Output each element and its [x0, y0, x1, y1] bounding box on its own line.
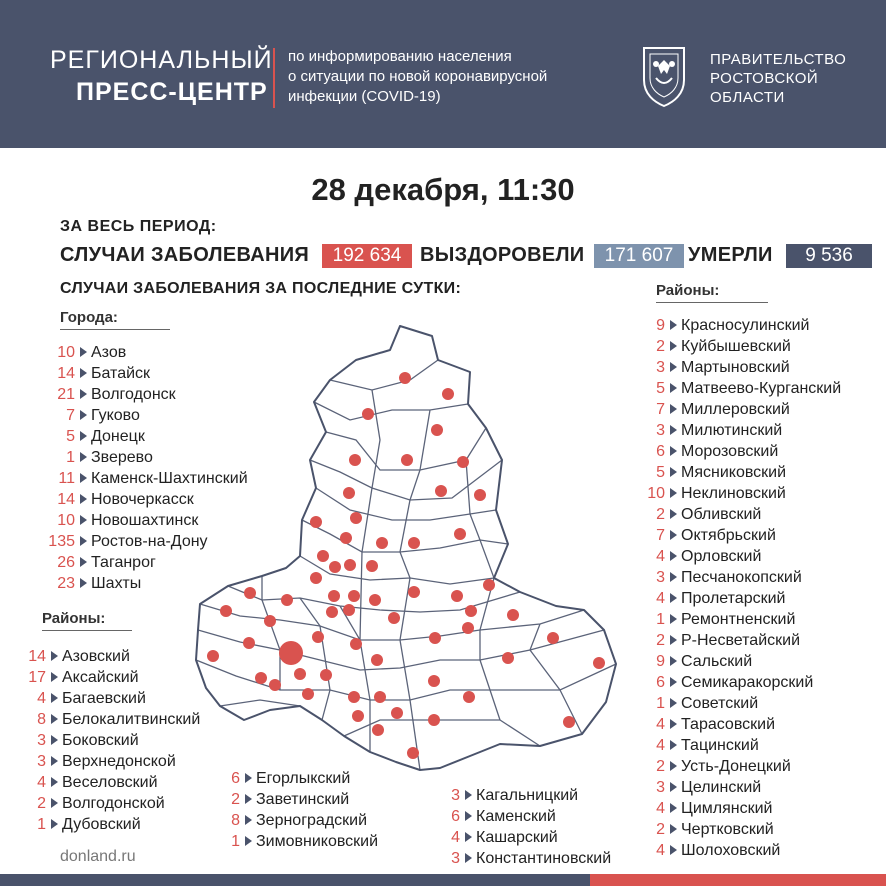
case-count: 3 [451, 787, 460, 804]
case-count: 3 [656, 422, 665, 439]
locality-name: Мясниковский [681, 464, 787, 481]
case-count: 2 [37, 795, 46, 812]
locality-name: Заветинский [256, 791, 350, 808]
locality-name: Кашарский [476, 829, 558, 846]
locality-name: Ремонтненский [681, 611, 796, 628]
arrow-right-icon [670, 551, 677, 561]
locality-name: Орловский [681, 548, 762, 565]
arrow-right-icon [80, 347, 87, 357]
arrow-right-icon [465, 832, 472, 842]
case-count: 6 [231, 770, 240, 787]
locality-name: Тарасовский [681, 716, 776, 733]
arrow-right-icon [80, 494, 87, 504]
case-count: 14 [28, 648, 46, 665]
arrow-right-icon [51, 714, 58, 724]
districts-left-title-underline [42, 630, 132, 631]
locality-name: Куйбышевский [681, 338, 791, 355]
case-count: 26 [57, 554, 75, 571]
locality-name: Донецк [91, 428, 145, 445]
locality-name: Неклиновский [681, 485, 786, 502]
locality-name: Мартыновский [681, 359, 790, 376]
arrow-right-icon [51, 672, 58, 682]
case-count: 14 [57, 491, 75, 508]
case-count: 10 [647, 485, 665, 502]
arrow-right-icon [51, 735, 58, 745]
case-count: 2 [656, 821, 665, 838]
case-count: 1 [656, 611, 665, 628]
arrow-right-icon [465, 790, 472, 800]
gov-line1: ПРАВИТЕЛЬСТВО [710, 51, 847, 68]
locality-name: Чертковский [681, 821, 774, 838]
arrow-right-icon [80, 431, 87, 441]
locality-name: Каменский [476, 808, 556, 825]
case-count: 1 [656, 695, 665, 712]
arrow-right-icon [670, 845, 677, 855]
arrow-right-icon [670, 719, 677, 729]
locality-name: Матвеево-Курганский [681, 380, 842, 397]
case-count: 17 [28, 669, 46, 686]
case-count: 2 [231, 791, 240, 808]
cities-title: Города: [60, 309, 118, 326]
arrow-right-icon [670, 593, 677, 603]
arrow-right-icon [670, 320, 677, 330]
arrow-right-icon [670, 509, 677, 519]
case-count: 10 [57, 512, 75, 529]
locality-name: Красносулинский [681, 317, 810, 334]
locality-name: Константиновский [476, 850, 612, 867]
arrow-right-icon [51, 819, 58, 829]
case-count: 3 [656, 359, 665, 376]
districts-left-title: Районы: [42, 610, 106, 627]
arrow-right-icon [670, 761, 677, 771]
locality-name: Р-Несветайский [681, 632, 800, 649]
arrow-right-icon [80, 410, 87, 420]
case-count: 8 [37, 711, 46, 728]
locality-name: Зимовниковский [256, 833, 379, 850]
recovered-value-badge: 171 607 [594, 244, 684, 268]
locality-name: Цимлянский [681, 800, 773, 817]
case-count: 4 [37, 774, 46, 791]
locality-name: Усть-Донецкий [681, 758, 791, 775]
locality-name: Семикаракорский [681, 674, 814, 691]
arrow-right-icon [465, 811, 472, 821]
arrow-right-icon [51, 798, 58, 808]
case-count: 8 [231, 812, 240, 829]
arrow-right-icon [80, 578, 87, 588]
case-count: 2 [656, 506, 665, 523]
case-count: 2 [656, 632, 665, 649]
press-center-title-line2: ПРЕСС-ЦЕНТР [76, 78, 268, 106]
period-label: ЗА ВЕСЬ ПЕРИОД: [60, 218, 217, 235]
case-count: 135 [48, 533, 75, 550]
case-count: 5 [656, 464, 665, 481]
arrow-right-icon [670, 425, 677, 435]
arrow-right-icon [80, 452, 87, 462]
gov-line2: РОСТОВСКОЙ [710, 70, 819, 87]
arrow-right-icon [465, 853, 472, 863]
daily-cases-label: СЛУЧАИ ЗАБОЛЕВАНИЯ ЗА ПОСЛЕДНИЕ СУТКИ: [60, 280, 462, 297]
case-count: 3 [656, 779, 665, 796]
arrow-right-icon [670, 467, 677, 477]
locality-name: Аксайский [62, 669, 139, 686]
locality-name: Милютинский [681, 422, 783, 439]
arrow-right-icon [670, 803, 677, 813]
case-count: 9 [656, 317, 665, 334]
arrow-right-icon [670, 698, 677, 708]
case-count: 7 [656, 527, 665, 544]
case-count: 5 [656, 380, 665, 397]
locality-name: Советский [681, 695, 759, 712]
case-count: 3 [37, 753, 46, 770]
case-count: 4 [656, 842, 665, 859]
case-count: 9 [656, 653, 665, 670]
districts-right-title: Районы: [656, 282, 720, 299]
deaths-label: УМЕРЛИ [688, 244, 773, 266]
locality-name: Батайск [91, 365, 151, 382]
arrow-right-icon [670, 677, 677, 687]
case-count: 11 [58, 470, 75, 487]
case-count: 1 [37, 816, 46, 833]
locality-name: Таганрог [91, 554, 156, 571]
case-count: 4 [656, 590, 665, 607]
arrow-right-icon [670, 635, 677, 645]
locality-name: Тацинский [681, 737, 759, 754]
locality-name: Веселовский [62, 774, 158, 791]
locality-name: Азов [91, 344, 127, 361]
arrow-right-icon [51, 777, 58, 787]
arrow-right-icon [245, 794, 252, 804]
locality-name: Дубовский [62, 816, 141, 833]
locality-name: Азовский [62, 648, 130, 665]
gov-line3: ОБЛАСТИ [710, 89, 785, 106]
arrow-right-icon [670, 488, 677, 498]
locality-name: Волгодонск [91, 386, 176, 403]
case-count: 2 [656, 758, 665, 775]
locality-name: Шахты [91, 575, 142, 592]
case-count: 21 [57, 386, 75, 403]
locality-name: Кагальницкий [476, 787, 579, 804]
case-count: 23 [57, 575, 75, 592]
arrow-right-icon [80, 515, 87, 525]
case-count: 7 [656, 401, 665, 418]
arrow-right-icon [51, 651, 58, 661]
case-count: 1 [231, 833, 240, 850]
locality-name: Белокалитвинский [62, 711, 201, 728]
locality-name: Ростов-на-Дону [91, 533, 208, 550]
arrow-right-icon [670, 656, 677, 666]
case-count: 1 [66, 449, 75, 466]
case-count: 5 [66, 428, 75, 445]
case-count: 3 [37, 732, 46, 749]
case-count: 3 [656, 569, 665, 586]
arrow-right-icon [670, 614, 677, 624]
locality-name: Октябрьский [681, 527, 776, 544]
case-count: 7 [66, 407, 75, 424]
arrow-right-icon [670, 446, 677, 456]
arrow-right-icon [670, 782, 677, 792]
locality-name: Боковский [62, 732, 139, 749]
case-count: 4 [451, 829, 460, 846]
locality-name: Верхнедонской [62, 753, 176, 770]
locality-name: Каменск-Шахтинский [91, 470, 248, 487]
locality-name: Целинский [681, 779, 762, 796]
case-count: 6 [656, 674, 665, 691]
arrow-right-icon [670, 383, 677, 393]
recovered-label: ВЫЗДОРОВЕЛИ [420, 244, 585, 266]
locality-name: Волгодонской [62, 795, 165, 812]
arrow-right-icon [80, 389, 87, 399]
locality-name: Зверево [91, 449, 153, 466]
arrow-right-icon [80, 368, 87, 378]
arrow-right-icon [670, 572, 677, 582]
arrow-right-icon [670, 530, 677, 540]
case-count: 10 [57, 344, 75, 361]
districts-right-title-underline [656, 302, 768, 303]
case-count: 6 [451, 808, 460, 825]
locality-name: Багаевский [62, 690, 146, 707]
press-center-title-line1: РЕГИОНАЛЬНЫЙ [50, 46, 273, 74]
header-desc-line2: о ситуации по новой коронавирусной [288, 68, 548, 85]
locality-name: Новочеркасск [91, 491, 194, 508]
case-count: 4 [656, 548, 665, 565]
header-desc-line3: инфекции (COVID-19) [288, 88, 441, 105]
case-count: 4 [37, 690, 46, 707]
locality-name: Егорлыкский [256, 770, 351, 787]
locality-name: Шолоховский [681, 842, 781, 859]
header-desc-line1: по информированию населения [288, 48, 512, 65]
locality-name: Обливский [681, 506, 762, 523]
arrow-right-icon [80, 536, 87, 546]
case-count: 4 [656, 737, 665, 754]
donland-link[interactable]: donland.ru [60, 848, 136, 865]
arrow-right-icon [245, 836, 252, 846]
case-count: 6 [656, 443, 665, 460]
arrow-right-icon [245, 773, 252, 783]
footer-accent-bar [590, 874, 886, 886]
arrow-right-icon [670, 824, 677, 834]
arrow-right-icon [80, 557, 87, 567]
deaths-value-badge: 9 536 [786, 244, 872, 268]
locality-name: Миллеровский [681, 401, 790, 418]
locality-name: Сальский [681, 653, 753, 670]
arrow-right-icon [670, 341, 677, 351]
case-count: 14 [57, 365, 75, 382]
arrow-right-icon [670, 404, 677, 414]
case-count: 4 [656, 800, 665, 817]
cases-label: СЛУЧАИ ЗАБОЛЕВАНИЯ [60, 244, 310, 266]
arrow-right-icon [80, 473, 87, 483]
arrow-right-icon [245, 815, 252, 825]
cases-value-badge: 192 634 [322, 244, 412, 268]
locality-name: Морозовский [681, 443, 779, 460]
report-date: 28 декабря, 11:30 [311, 172, 575, 207]
locality-name: Песчанокопский [681, 569, 802, 586]
arrow-right-icon [670, 740, 677, 750]
arrow-right-icon [51, 756, 58, 766]
locality-name: Зерноградский [256, 812, 368, 829]
case-count: 3 [451, 850, 460, 867]
locality-name: Гуково [91, 407, 140, 424]
locality-name: Новошахтинск [91, 512, 199, 529]
locality-name: Пролетарский [681, 590, 786, 607]
case-count: 4 [656, 716, 665, 733]
arrow-right-icon [670, 362, 677, 372]
cities-title-underline [60, 329, 170, 330]
case-count: 2 [656, 338, 665, 355]
arrow-right-icon [51, 693, 58, 703]
